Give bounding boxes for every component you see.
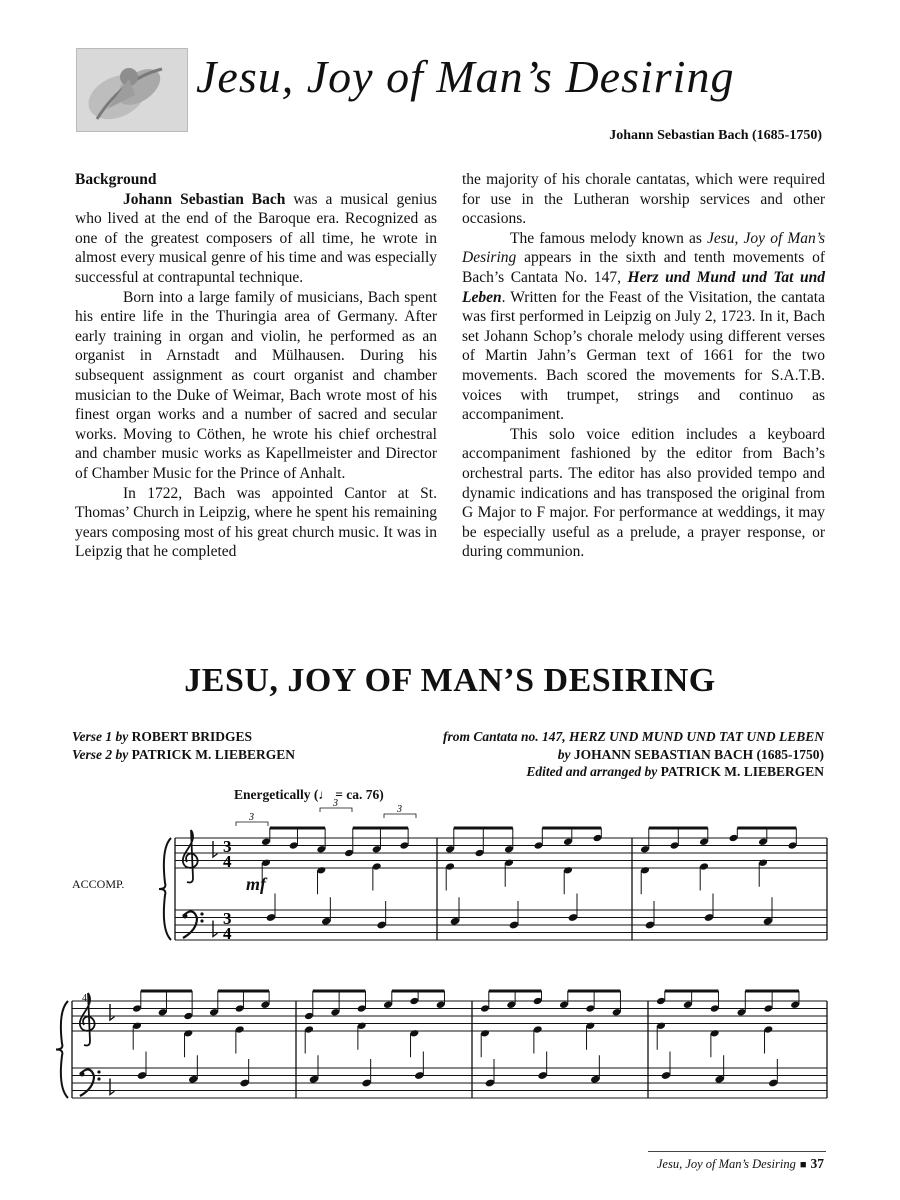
square-icon: ■: [799, 1159, 807, 1171]
bass-clef-dot: [200, 919, 203, 922]
footer-rule: [648, 1151, 826, 1152]
flat-sign: [213, 841, 217, 857]
tempo-marking: Energetically (♩ = ca. 76): [234, 787, 384, 802]
key-signatures: [110, 841, 217, 1095]
paragraph-5-text-b: appears in the sixth and tenth movements of Bach’s Cantata No. 147,: [462, 249, 825, 286]
accompaniment-label: ACCOMP.: [72, 877, 125, 891]
tempo-value: = ca. 76: [335, 787, 380, 802]
flat-sign: [110, 1004, 114, 1020]
staff-lines: [72, 838, 827, 1098]
song-title: JESU, JOY OF MAN’S DESIRING: [184, 662, 716, 699]
verse-2-author: PATRICK M. LIEBERGEN: [131, 746, 296, 762]
triplet-number: 3: [397, 804, 402, 815]
time-signatures: [223, 837, 232, 943]
page-number: 37: [810, 1156, 824, 1171]
background-paragraph-6: This solo voice edition includes a keyboard accompaniment fashioned by the editor from Bach’s orchestral parts. The editor has also provided tempo and dynamic indications and has transposed the original from G Major to F major. For performance at weddings, it may be especially useful as a prelude, a prayer response, or during communion.: [462, 425, 825, 561]
paragraph-5-text-c: . Written for the Feast of the Visitation, the cantata was first performed in Leipzig on July 2, 1723. In it, Bach set Johann Schop’s chorale melody using different verses of Martin Jahn’s German text of 1661 for the two movements. Bach scored the movements for S.A.T.B. voices with trumpet, strings and continuo as accompaniment.: [462, 288, 825, 424]
triplet-number: 3: [249, 812, 254, 823]
page-footer: [657, 1156, 824, 1172]
edited-label: Edited and arranged by: [526, 764, 658, 779]
background-paragraph-4: the majority of his chorale cantatas, which were required for use in the Lutheran worship services and other occasions.: [462, 171, 825, 228]
dynamic-marking: mf: [246, 874, 266, 894]
bass-clef-dot: [183, 914, 188, 919]
background-paragraph-3: In 1722, Bach was appointed Cantor at St. Thomas’ Church in Leipzig, where he spent his remaining years composing most of his great church music. It was in Leipzig that he completed: [75, 484, 437, 561]
time-signature-top: 3: [223, 909, 232, 928]
background-paragraph-2: Born into a large family of musicians, Bach spent his entire life in the Thuringia area of Germany. After early training in organ and violin, he performed as an organist in Arnstadt and Mülhausen. During his subsequent assignment as court organist and chamber musician to the Duke of Weimar, Bach wrote most of his finest organ works and a number of sacred and secular works. Moving to Cöthen, he wrote his chief orchestral and chamber music works as Kapellmeister and Director of Chamber Music for the Prince of Anhalt.: [75, 288, 437, 482]
triplet-number: 3: [333, 798, 338, 809]
bass-clef-dot: [80, 1072, 85, 1077]
triplet-marks: [236, 798, 416, 826]
page-script-title: Jesu, Joy of Man’s Desiring: [196, 51, 735, 102]
flat-sign: [110, 1079, 114, 1095]
paragraph-5-text-a: The famous melody known as: [510, 229, 707, 247]
notes: [132, 828, 800, 1088]
background-heading: Background: [75, 171, 157, 188]
score-composer: JOHANN SEBASTIAN BACH (1685-1750): [573, 746, 824, 762]
bass-clef-dot: [200, 912, 203, 915]
flat-sign: [213, 921, 217, 937]
brace: [159, 838, 171, 940]
time-signature-top: 3: [223, 837, 232, 856]
brace: [56, 1001, 68, 1098]
tempo-word: Energetically: [234, 787, 311, 802]
bass-clef-dot: [97, 1070, 100, 1073]
by-label: by: [557, 746, 571, 762]
paragraph-1-text: was a musical genius who lived at the end of the Baroque era. Recognized as one of the greatest composers of all time, he wrote in almost every musical genre of his time and was especially successful at contrapuntal technique.: [75, 190, 437, 286]
melody-title: Jesu, Joy of Man’s Desiring: [462, 229, 825, 267]
quarter-note-icon: ♩: [318, 787, 332, 802]
score-editor: PATRICK M. LIEBERGEN: [660, 764, 824, 779]
footer-title: Jesu, Joy of Man’s Desiring: [656, 1157, 796, 1171]
verse-1-label: Verse 1 by: [72, 729, 129, 744]
time-signature-bottom: 4: [223, 852, 232, 871]
verse-2-label: Verse 2 by: [72, 746, 129, 762]
cantata-title: Herz und Mund und Tat und Leben: [462, 268, 825, 306]
brace-marks: [56, 838, 171, 1098]
verse-1-author: ROBERT BRIDGES: [131, 729, 253, 744]
source-text: from Cantata no. 147, HERZ UND MUND UND TAT UND LEBEN: [442, 729, 824, 744]
barlines: [72, 838, 827, 1098]
time-signature-bottom: 4: [223, 924, 232, 943]
bass-clef-dot: [97, 1077, 100, 1080]
composer-credit: Johann Sebastian Bach (1685-1750): [609, 128, 822, 143]
bach-name: Johann Sebastian Bach: [123, 190, 286, 208]
measure-number: 4: [82, 993, 87, 1004]
